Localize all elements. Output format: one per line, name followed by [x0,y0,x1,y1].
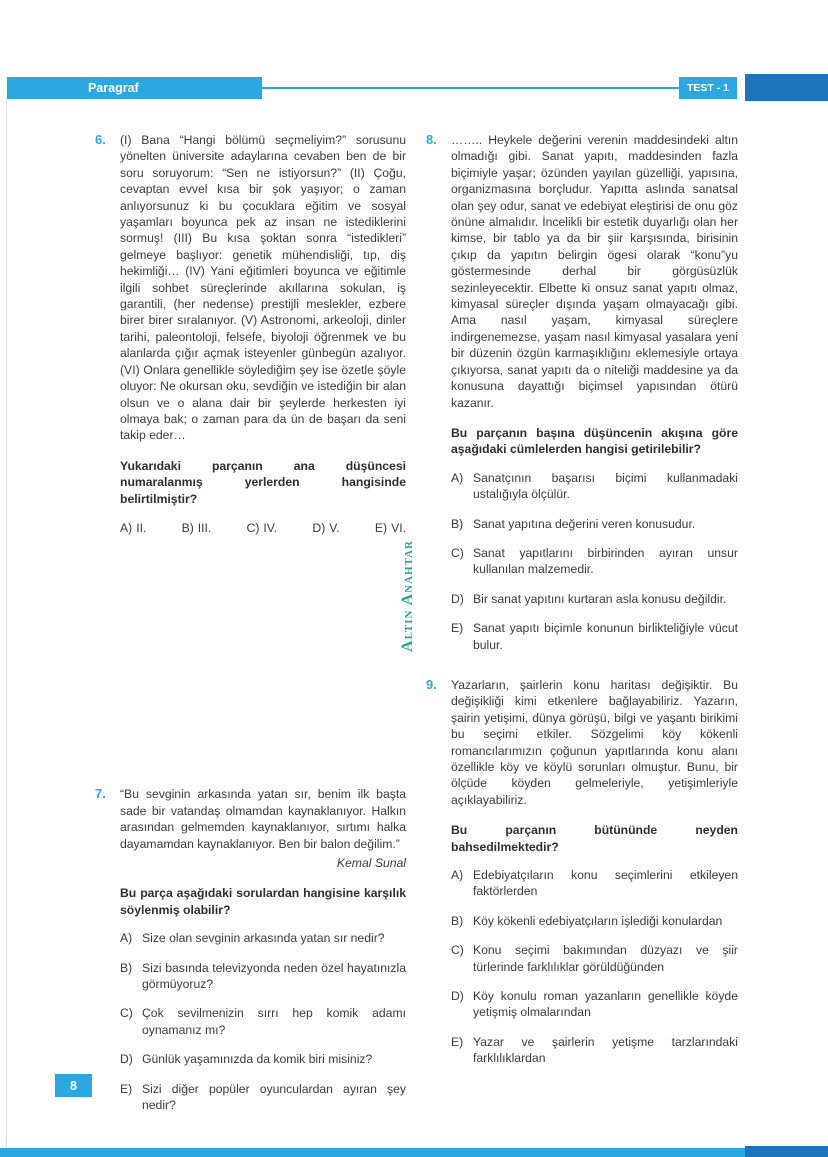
option-letter: A) [451,868,464,883]
option-text: Konu seçimi bakımından düzyazı ve şiir türlerinde farklılıklar görüldüğünden [473,943,738,974]
question-number: 9. [426,676,437,692]
option-text: Sanat yapıtına değerini veren konusudur. [473,516,696,531]
options-row [120,520,406,536]
question-7 [95,786,406,1113]
question-body [120,786,406,1113]
option-text: Sanat yapıtlarını birbirinden ayıran unsur kullanılan malzemedir. [473,545,738,577]
test-number-badge: TEST - 1 [679,77,737,99]
option-letter: B) [181,520,194,535]
question-number: 6. [95,132,106,147]
option-text: V. [329,520,340,535]
left-column [95,132,406,1113]
option-text: Sizi basında televizyonda neden özel hayatınızla görmüyoruz? [142,960,406,991]
question-number: 8. [426,132,437,147]
option-text: III. [197,520,212,535]
question-passage: “Bu sevginin arkasında yatan sır, benim ilk başta sade bir vatandaş olmamdan kaynaklanıyor. Halkın arasından gelmemden kaynaklanıyor, sırtımı halka dayamamdan kaynaklanıyor. Ben bir balon değilim.” [120,787,406,851]
quote-attribution: Kemal Sunal [336,855,406,870]
option-d [451,591,738,607]
option-a [451,470,738,503]
option-letter: E) [451,621,464,636]
publisher-watermark: Altın Anahtar [399,540,416,652]
option-letter: C) [120,1006,133,1021]
question-body [451,132,738,653]
page-edge-line [6,99,7,1148]
question-stem: Bu parçanın başına düşüncenin akışına göre aşağıdaki cümlelerden hangisi getirilebilir? [451,425,738,457]
option-letter: C) [451,943,464,958]
options-list [120,930,406,1113]
option-c [451,942,738,975]
option-letter: D) [312,520,326,535]
option-letter: E) [451,1034,464,1049]
option-text: VI. [391,520,406,535]
option-text: Çok sevilmenizin sırrı hep komik adamı oynamanız mı? [142,1006,406,1037]
option-letter: B) [451,913,464,928]
option-letter: A) [120,520,133,535]
option-e [375,520,406,536]
header-subject-bar [7,77,262,99]
options-list [451,470,738,653]
question-8 [426,132,738,653]
page-number-badge: 8 [55,1074,92,1097]
option-b [451,516,738,532]
options-list [451,867,738,1067]
option-letter: C) [451,545,464,560]
option-d [451,988,738,1021]
option-letter: D) [120,1052,133,1067]
option-text: Günlük yaşamınızda da komik biri misiniz? [142,1052,373,1067]
question-stem: Yukarıdaki parçanın ana düşüncesi numaralanmış yerlerden hangisinde belirtilmiştir? [120,458,406,506]
option-letter: B) [451,516,464,531]
right-column [426,132,738,1067]
option-text: Edebiyatçıların konu seçimlerini etkileyen faktörlerden [473,868,738,899]
question-body [120,132,406,536]
option-letter: E) [120,1081,133,1096]
option-text: Size olan sevginin arkasında yatan sır nedir? [142,931,385,946]
option-text: II. [136,520,147,535]
question-number: 7. [95,786,106,802]
option-b [451,913,738,929]
option-a [120,930,406,946]
question-stem: Bu parçanın bütününde neyden bahsedilmektedir? [451,823,738,854]
option-c [247,520,278,536]
option-text: Köy konulu roman yazanların genellikle köyde yetişmiş olmalarından [473,989,738,1020]
option-e [451,620,738,653]
option-text: Sizi diğer popüler oyunculardan ayıran şey nedir? [142,1081,406,1113]
option-e [120,1081,406,1114]
option-text: IV. [263,520,278,535]
option-text: Yazar ve şairlerin yetişme tarzlarındaki farklılıklardan [473,1034,738,1066]
option-e [451,1034,738,1067]
footer-bar [0,1148,828,1157]
option-text: Sanat yapıtı biçimle konunun birlikteliğiyle vücut bulur. [473,621,738,652]
option-b [120,960,406,993]
option-letter: D) [451,591,464,606]
option-text: Köy kökenli edebiyatçıların işlediği konulardan [473,913,723,928]
footer-corner-block [745,1146,828,1157]
page-title: Paragraf [88,81,139,95]
option-text: Bir sanat yapıtını kurtaran asla konusu değildir. [473,591,727,606]
option-c [451,545,738,578]
question-passage: Yazarların, şairlerin konu haritası değişiktir. Bu değişikliği kimi etkenlere bağlayabiliriz. Yazarın, şairin yetişimi, dünya görüşü, bilgi ve yaşantı birikimi bu seçimi etkiler. Sözgelimi köy kökenli romancılarımızın çoğunun yapıtlarında konu alanı özellikle köy ve köylü sorunları olmuştur. Bunu, bir ölçüde köyden gelmeleriyle, yetişimleriyle açıklayabiliriz. [451,677,738,807]
option-d [120,1051,406,1067]
option-b [182,520,212,536]
question-stem: Bu parça aşağıdaki sorulardan hangisine karşılık söylenmiş olabilir? [120,886,406,917]
option-letter: D) [451,989,464,1004]
option-d [312,520,339,536]
header-rule [262,87,679,89]
option-text: Sanatçının başarısı biçimi kullanmadaki ustalığıyla ölçülür. [473,470,738,502]
question-6 [95,132,406,536]
option-letter: A) [120,931,133,946]
question-9 [426,677,738,1067]
option-letter: B) [120,960,133,975]
option-letter: E) [374,520,388,535]
option-a [451,867,738,900]
question-body [451,677,738,1067]
option-letter: C) [246,520,260,535]
question-passage: …….. Heykele değerini verenin maddesindeki altın olmadığı gibi. Sanat yapıtı, maddesinden fazla biçimiyle yaşar; özünden yayılan güzelliği, yapısına, organizmasına borçludur. Yapıtta aslında sanatsal olan şey odur, sanat ve edebiyat eleştirisi de onu göz önüne almalıdır. İncelikli bir estetik duyarlığı olan her kimse, bir tablo ya da bir şiir karşısında, birisinin çıkıp da yapıtın belirgin ögesi olarak “konu”yu göstermesinde derhal bir görgüsüzlük sezinleyecektir. Elbette ki onsuz sanat yapıtı olmaz, kimyasal süreçler dışında yaşam olmayacağı gibi. Ama nasıl yaşam, kimyasal süreçlere indirgenemezse, yaşam nasıl kimyasal yasalara yeni bir düzenin özgün karmaşıklığını eklemesiyle ortaya çıkıyorsa, sanat yapıtı da o niteliği maddesine ya da konusuna dayattığı biçimsel yapısından ötürü kazanır. [451,133,738,410]
option-a [120,520,146,536]
header-corner-block [745,74,828,101]
question-passage: (I) Bana “Hangi bölümü seçmeliyim?” sorusunu yönelten üniversite adaylarına cevaben ben de bir soru soruyorum: “Sen ne istiyorsun?” (II) Çoğu, cevaptan evvel kısa bir şok yaşıyor; o zaman anlıyorsunuz ki bu çocuklara eğitim ve sosyal yaşamları boyunca pek az insan ne istediklerini sormuş! (III) Bu kısa şoktan sonra “istedikleri” gelmeye başlıyor: genetik mühendisliği, tıp, diş hekimliği… (IV) Yani eğitimleri boyunca ve eğitimle ilgili sohbet süreçlerinde akıllarına sokulan, iş garantili, (her nedense) prestijli meslekler, ezbere birer birer sıralanıyor. (V) Astronomi, arkeoloji, dinler tarihi, paleontoloji, felsefe, biyoloji öğrenmek ve bu alanlarda çığır açmak isteyenler günbegün azalıyor. (VI) Onlara genellikle söylediğim şey ise özetle şöyle oluyor: Ne okursan oku, sevdiğin ve istediğin bir alan olsun ve o alana dair bir şeylerde herkesten iyi olmaya bak; o zaman para da ün de başarı da seni takip eder… [120,133,406,443]
option-letter: A) [451,470,464,485]
option-c [120,1005,406,1038]
